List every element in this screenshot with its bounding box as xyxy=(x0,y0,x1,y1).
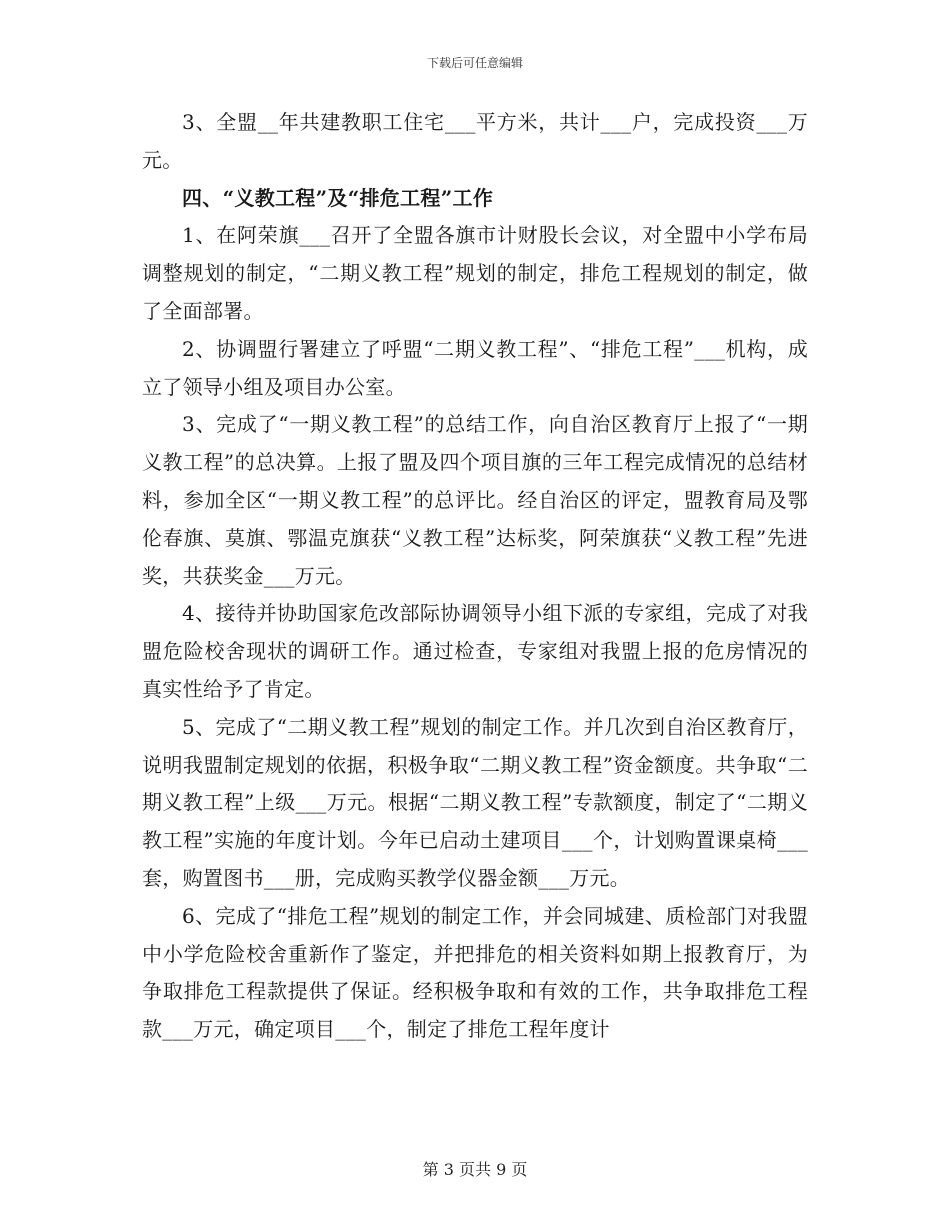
paragraph-housing: 3、全盟__年共建教职工住宅___平方米，共计___户，完成投资___万元。 xyxy=(142,110,808,172)
paragraph-2: 2、协调盟行署建立了呼盟“二期义教工程”、“排危工程”___机构，成立了领导小组及项目办公室。 xyxy=(142,336,808,399)
document-body xyxy=(142,104,808,1049)
paragraph-4: 4、接待并协助国家危改部际协调领导小组下派的专家组，完成了对我盟危险校舍现状的调研工作。通过检查，专家组对我盟上报的危房情况的真实性给予了肯定。 xyxy=(142,601,808,701)
paragraph-1: 1、在阿荣旗___召开了全盟各旗市计财股长会议，对全盟中小学布局调整规划的制定，“二期义教工程”规划的制定，排危工程规划的制定，做了全面部署。 xyxy=(142,223,808,323)
page-header: 下载后可任意编辑 xyxy=(426,56,523,70)
paragraph-3: 3、完成了“一期义教工程”的总结工作，向自治区教育厅上报了“一期义教工程”的总决算。上报了盟及四个项目旗的三年工程完成情况的总结材料，参加全区“一期义教工程”的总评比。经自治区的评定，盟教育局及鄂伦春旗、莫旗、鄂温克旗获“义教工程”达标奖，阿荣旗获“义教工程”先进奖，共获奖金___万元。 xyxy=(142,412,808,588)
paragraph-6: 6、完成了“排危工程”规划的制定工作，并会同城建、质检部门对我盟中小学危险校舍重新作了鉴定，并把排危的相关资料如期上报教育厅，为争取排危工程款提供了保证。经积极争取和有效的工作，共争取排危工程款___万元，确定项目___个，制定了排危工程年度计 xyxy=(142,903,808,1042)
section-title: 四、“义教工程”及“排危工程”工作 xyxy=(182,185,494,210)
page-number: 第 3 页共 9 页 xyxy=(422,1160,528,1179)
paragraph-5: 5、完成了“二期义教工程”规划的制定工作。并几次到自治区教育厅，说明我盟制定规划的依据，积极争取“二期义教工程”资金额度。共争取“二期义教工程”上级___万元。根据“二期义教工程”专款额度，制定了“二期义教工程”实施的年度计划。今年已启动土建项目___个，计划购置课桌椅___套，购置图书___册，完成购买教学仪器金额___万元。 xyxy=(142,714,808,890)
